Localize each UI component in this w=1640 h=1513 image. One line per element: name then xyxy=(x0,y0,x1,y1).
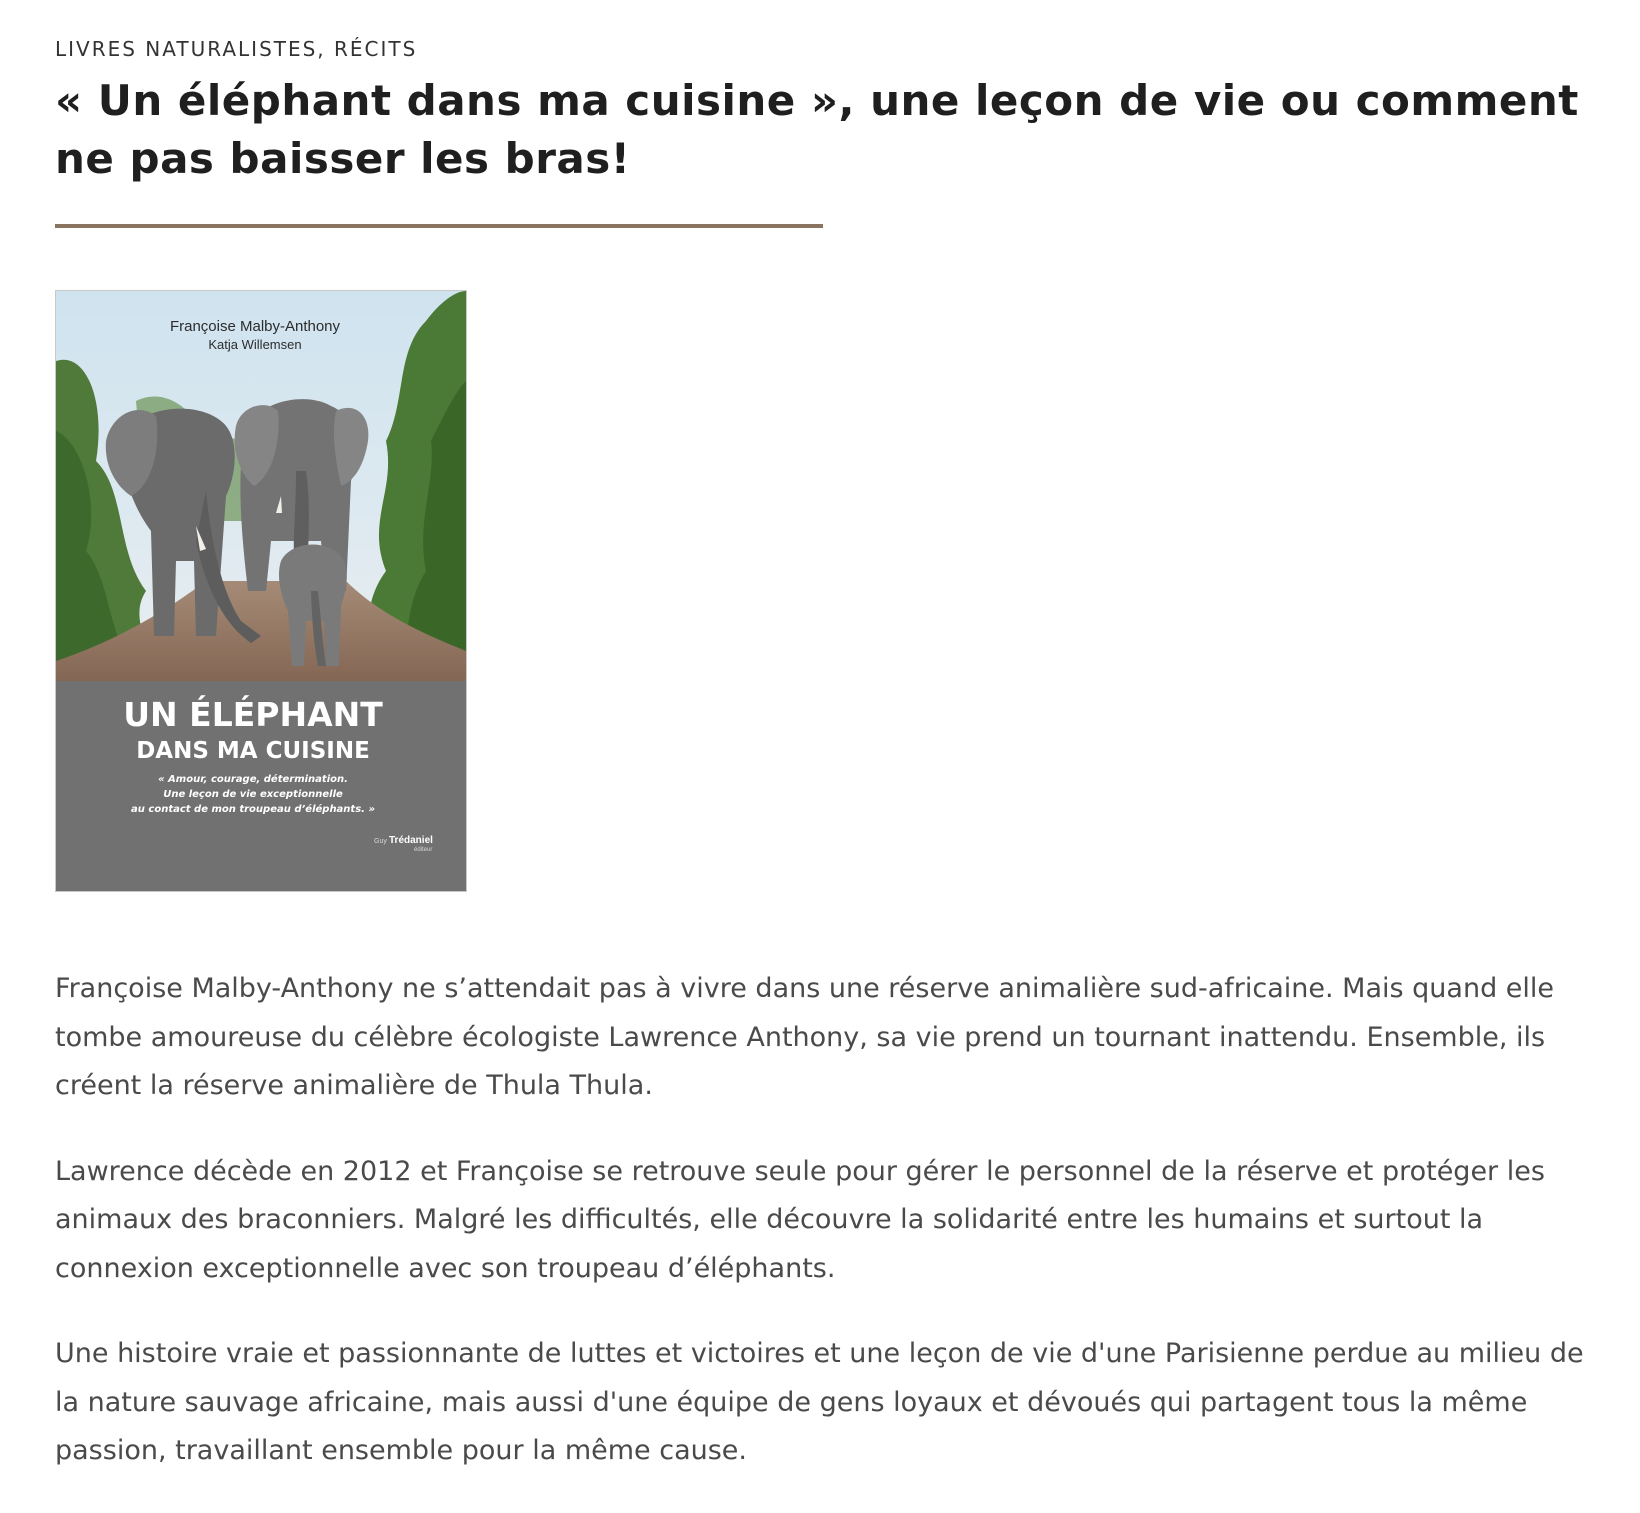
cover-quote-line-2: Une leçon de vie exceptionnelle xyxy=(163,789,343,800)
article xyxy=(55,34,1595,1466)
paragraph-3: Une histoire vraie et passionnante de luttes et victoires et une leçon de vie d'une Parisienne perdue au milieu de la nature sauvage africaine, mais aussi d'une équipe de gens loyaux et dévoués qui partagent tous la même passion, travaillant ensemble pour la même cause. xyxy=(55,1338,1584,1466)
book-cover-image[interactable] xyxy=(55,290,467,892)
cover-title-line-2: DANS MA CUISINE xyxy=(136,738,370,764)
cover-author-2: Katja Willemsen xyxy=(208,337,302,352)
cover-publisher-logo: Trédaniel xyxy=(389,835,433,846)
cover-author-1: Françoise Malby-Anthony xyxy=(169,318,341,335)
cover-publisher-small: Guy xyxy=(374,838,387,845)
article-title: « Un éléphant dans ma cuisine », une leçon de vie ou comment ne pas baisser les bras! xyxy=(55,76,1579,183)
cover-quote-line-1: « Amour, courage, détermination. xyxy=(158,774,348,785)
article-body xyxy=(55,965,1595,1513)
title-divider xyxy=(55,224,823,228)
cover-quote-line-3: au contact de mon troupeau d’éléphants. » xyxy=(131,804,375,815)
paragraph-2: Lawrence décède en 2012 et Françoise se retrouve seule pour gérer le personnel de la réserve et protéger les animaux des braconniers. Malgré les difficultés, elle découvre la solidarité entre les humains et surtout la connexion exceptionnelle avec son troupeau d’éléphants. xyxy=(55,1155,1545,1284)
category-label xyxy=(55,34,1595,64)
book-cover-illustration xyxy=(56,291,466,891)
category-link[interactable]: LIVRES NATURALISTES, RÉCITS xyxy=(55,37,418,61)
cover-publisher-sub: éditeur xyxy=(414,847,433,853)
cover-title-line-1: UN ÉLÉPHANT xyxy=(123,695,383,734)
paragraph-1: Françoise Malby-Anthony ne s’attendait pas à vivre dans une réserve animalière sud-africaine. Mais quand elle tombe amoureuse du célèbre écologiste Lawrence Anthony, sa vie prend un tournant inattendu. Ensemble, ils créent la réserve animalière de Thula Thula. xyxy=(55,973,1555,1101)
